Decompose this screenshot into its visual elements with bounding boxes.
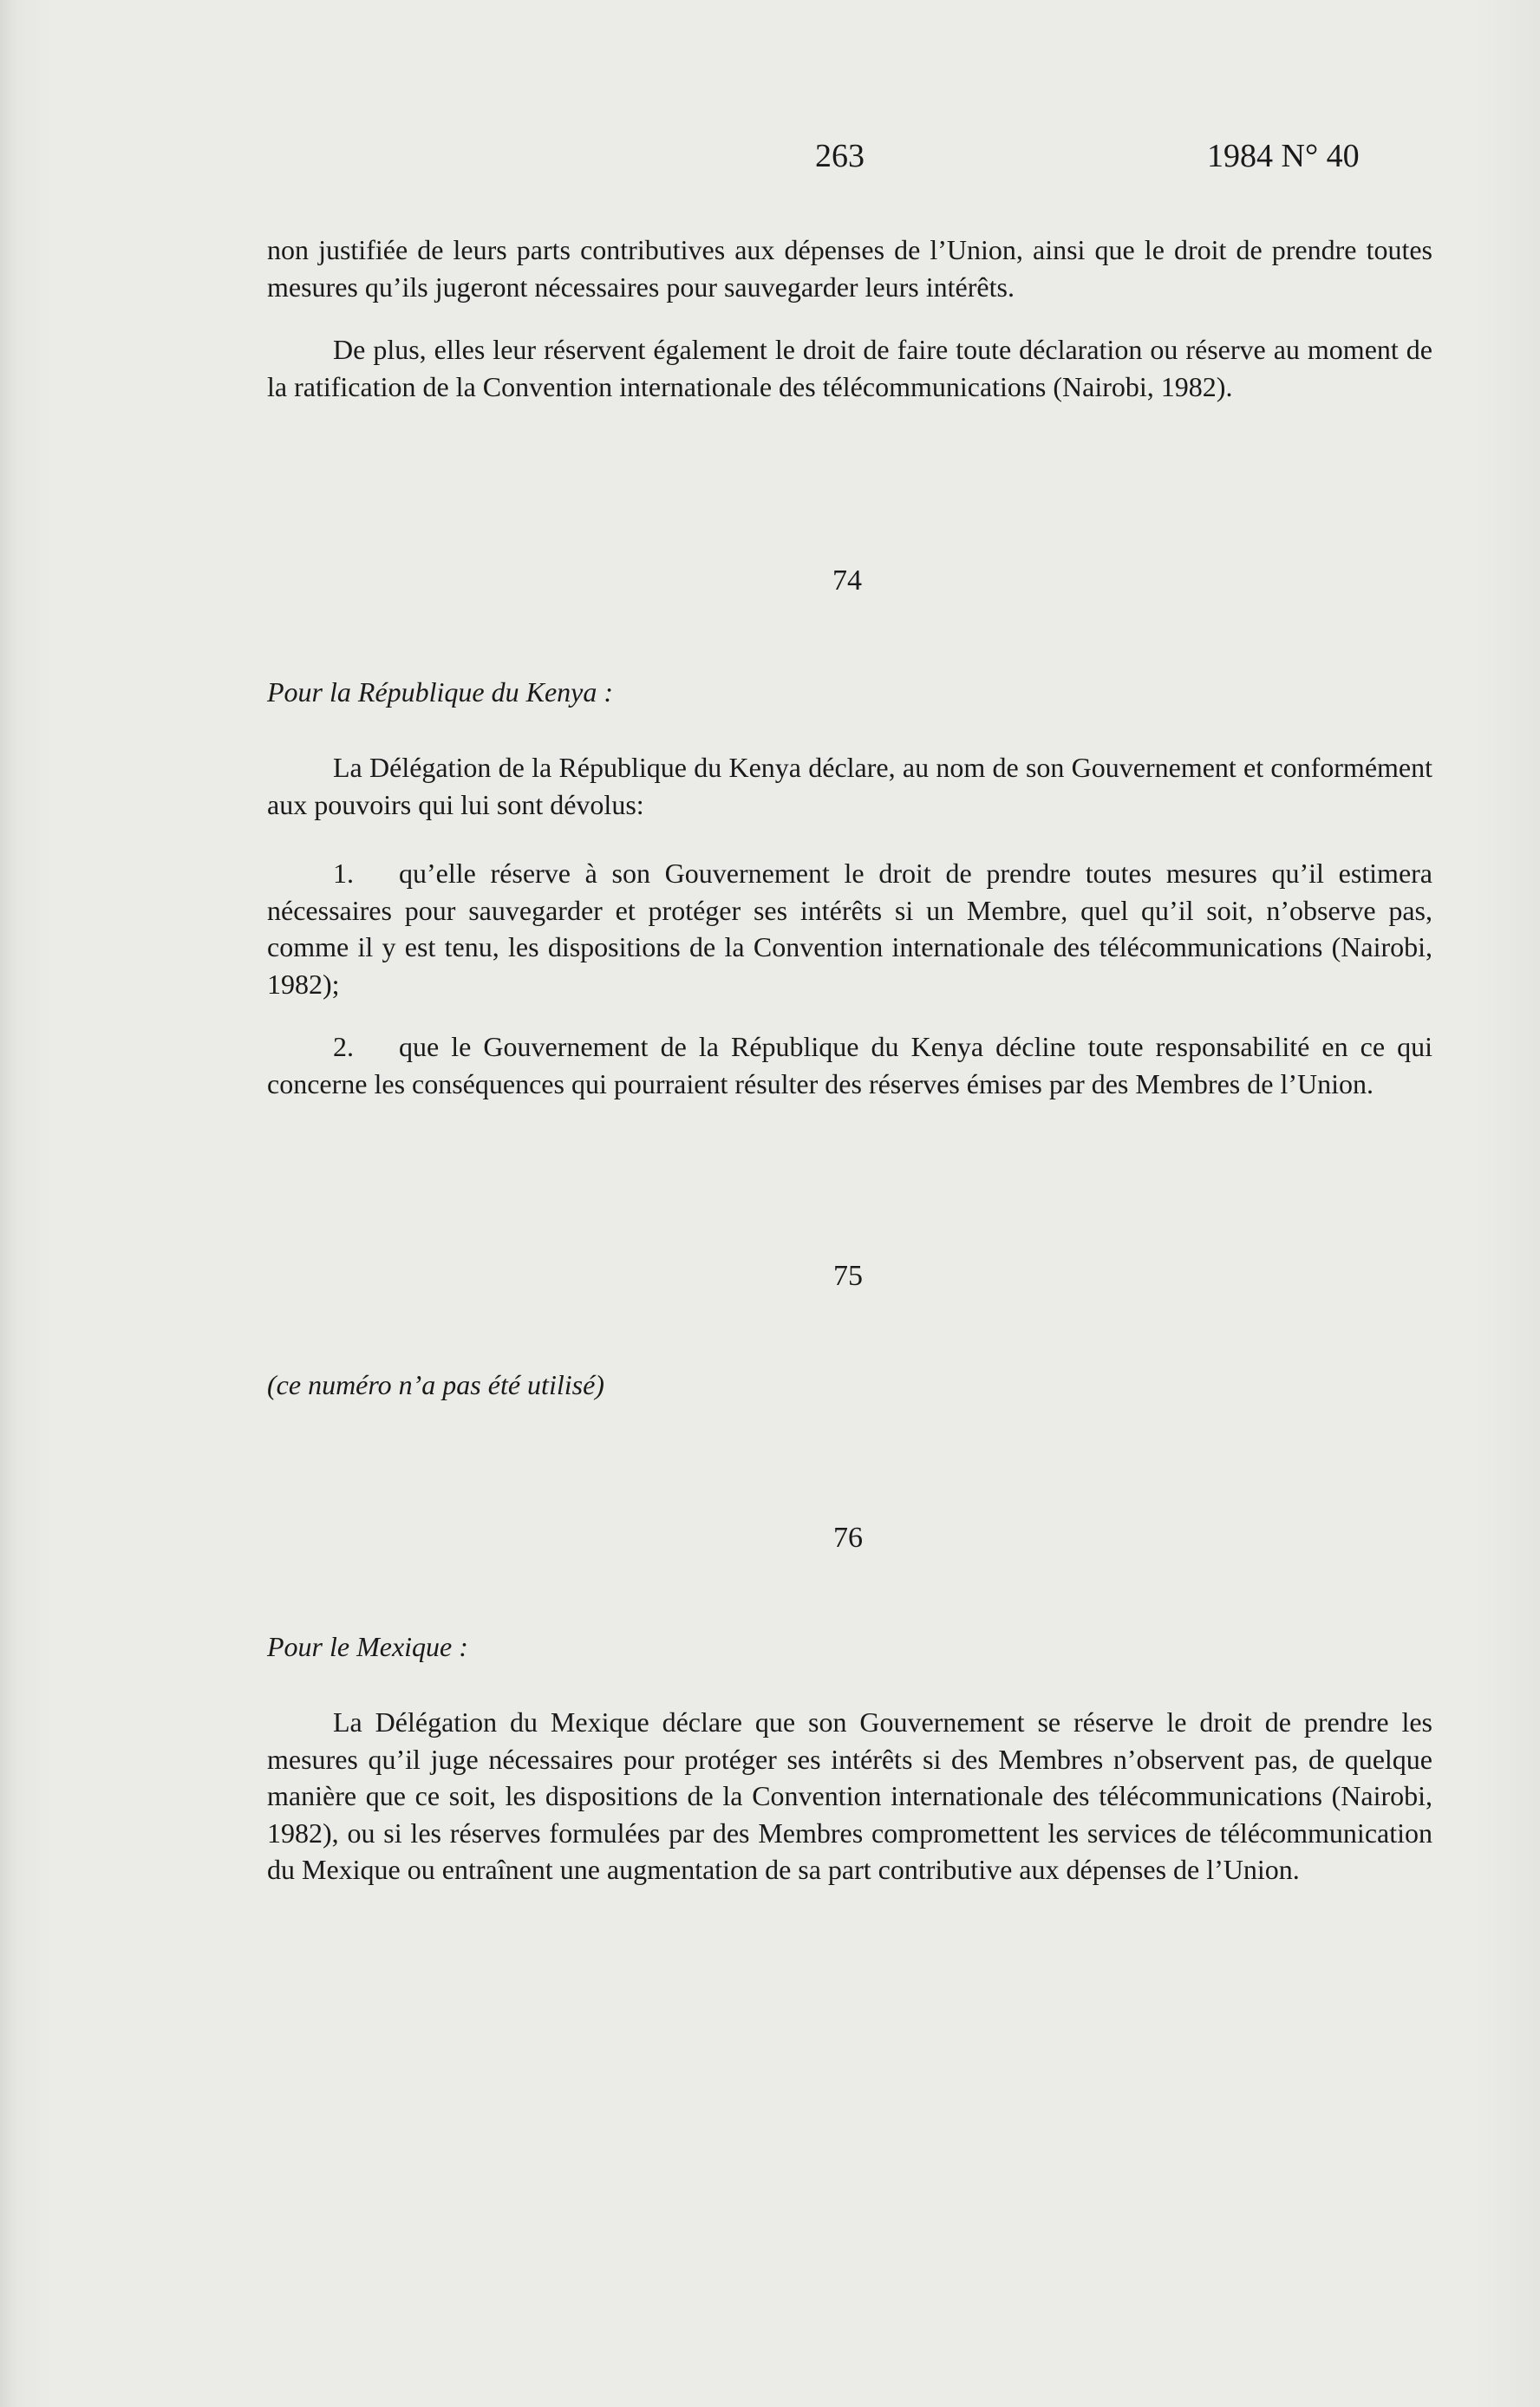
item-2-number: 2.: [333, 1031, 354, 1062]
continuation-paragraph: [267, 232, 1432, 305]
item-1-text: qu’elle réserve à son Gouvernement le droit de prendre toutes mesures qu’il estimera nécessaires pour sauvegarder et protéger ses intérêts si un Membre, quel qu’il soit, n’observe pas, comme il y est tenu, les dispositions de la Convention internationale des télécommunications (Nairobi, 1982);: [267, 858, 1432, 1000]
page-number: 263: [815, 138, 865, 174]
section-number-75: 75: [833, 1260, 863, 1292]
section-number-74: 74: [832, 564, 862, 597]
reservation-paragraph: [267, 331, 1432, 405]
heading-kenya: Pour la République du Kenya :: [267, 676, 614, 708]
section-number-76: 76: [833, 1522, 863, 1554]
reservation-text: De plus, elles leur réservent également le droit de faire toute déclaration ou réserve au moment de la ratification de la Convention internationale des télécommunications (Nairobi, 1982).: [267, 334, 1432, 402]
unused-number-note: (ce numéro n’a pas été utilisé): [267, 1369, 604, 1400]
kenya-intro-paragraph: [267, 749, 1432, 823]
item-1-number: 1.: [333, 858, 354, 889]
year-number-header: 1984 N° 40: [1207, 138, 1360, 174]
heading-mexique: Pour le Mexique :: [267, 1631, 468, 1662]
kenya-item-1: [267, 855, 1432, 1002]
continuation-text: non justifiée de leurs parts contributives aux dépenses de l’Union, ainsi que le droit de prendre toutes mesures qu’ils jugeront nécessaires pour sauvegarder leurs intérêts.: [267, 234, 1432, 303]
item-2-text: que le Gouvernement de la République du Kenya décline toute responsabilité en ce qui concerne les conséquences qui pourraient résulter des réserves émises par des Membres de l’Union.: [267, 1031, 1432, 1099]
kenya-item-2: [267, 1028, 1432, 1102]
mexique-paragraph: [267, 1704, 1432, 1888]
mexique-text: La Délégation du Mexique déclare que son Gouvernement se réserve le droit de prendre les mesures qu’il juge nécessaires pour protéger ses intérêts si des Membres n’observent pas, de quelque manière que ce soit, les dispositions de la Convention internationale des télécommunications (Nairobi, 1982), ou si les réserves formulées par des Membres compromettent les services de télécommunication du Mexique ou entraînent une augmentation de sa part contributive aux dépenses de l’Union.: [267, 1706, 1432, 1885]
kenya-intro-text: La Délégation de la République du Kenya déclare, au nom de son Gouvernement et conformément aux pouvoirs qui lui sont dévolus:: [267, 752, 1432, 820]
